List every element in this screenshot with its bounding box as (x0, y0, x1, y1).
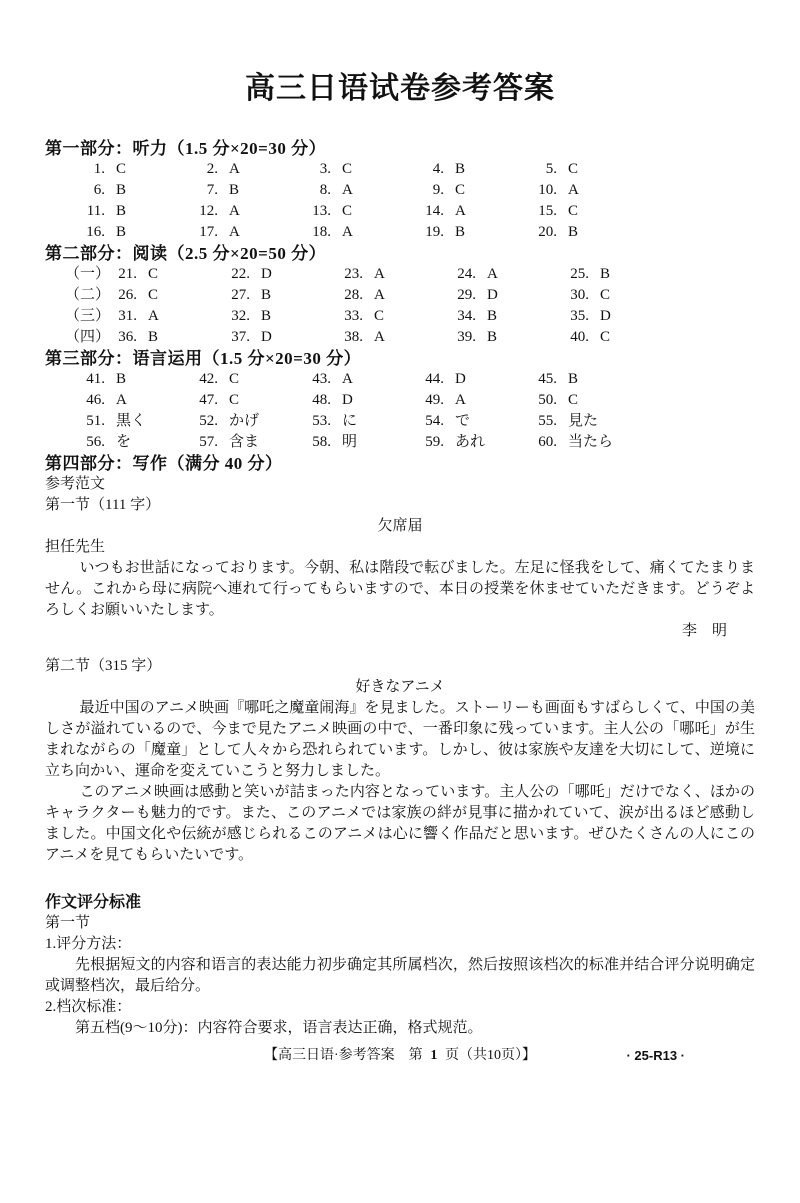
answer-value: C (342, 203, 353, 219)
answer-value: B (116, 224, 127, 240)
answer-item (531, 222, 644, 243)
answer-number: 29. (457, 287, 476, 303)
answer-row (45, 390, 755, 411)
answer-number: 22. (231, 266, 250, 282)
answer-item (337, 264, 450, 285)
answer-item (305, 432, 418, 453)
answer-value: A (374, 266, 385, 282)
answer-value: A (229, 203, 240, 219)
answer-item (224, 327, 337, 348)
answer-number: 13. (312, 203, 331, 219)
answer-value: A (374, 329, 385, 345)
essay1-title: 欠席届 (377, 518, 423, 534)
answer-item (79, 411, 192, 432)
answer-number: 43. (312, 371, 331, 387)
answer-value: D (455, 371, 466, 387)
answer-item (418, 180, 531, 201)
rubric-item1-label: 1.评分方法： (45, 936, 132, 952)
answer-number: 24. (457, 266, 476, 282)
answer-number: 3. (319, 161, 331, 177)
answer-item (531, 411, 644, 432)
answer-item (224, 285, 337, 306)
answer-value: A (342, 182, 353, 198)
answer-item (531, 432, 644, 453)
part2-answers (45, 264, 755, 348)
answer-item (563, 264, 676, 285)
answer-value: C (455, 182, 466, 198)
answer-number: 56. (86, 434, 105, 450)
answer-number: 15. (538, 203, 557, 219)
answer-number: 1. (93, 161, 105, 177)
answer-item (79, 180, 192, 201)
answer-value: 見た (568, 413, 599, 429)
answer-value: かげ (229, 413, 260, 429)
answer-item (305, 180, 418, 201)
answer-value: B (455, 224, 466, 240)
answer-value: B (261, 308, 272, 324)
answer-number: 47. (199, 392, 218, 408)
answer-value: で (455, 413, 471, 429)
answer-value: を (116, 434, 132, 450)
answer-number: 6. (93, 182, 105, 198)
answer-number: 45. (538, 371, 557, 387)
answer-item (224, 306, 337, 327)
answer-value: C (600, 329, 611, 345)
answer-number: 44. (425, 371, 444, 387)
rubric-section-label: 第一节 (45, 915, 91, 931)
answer-number: 38. (344, 329, 363, 345)
answer-item (337, 327, 450, 348)
answer-item (418, 411, 531, 432)
answer-item (418, 201, 531, 222)
essay2-label: 第二节（315 字） (45, 658, 162, 674)
spacer (45, 642, 755, 656)
answer-item (111, 306, 224, 327)
answer-value: D (487, 287, 498, 303)
essay2-title: 好きなアニメ (355, 679, 445, 695)
answer-item (79, 201, 192, 222)
answer-number: 58. (312, 434, 331, 450)
answer-number: 8. (319, 182, 331, 198)
answer-value: C (116, 161, 127, 177)
answer-value: C (229, 392, 240, 408)
part1-answers (45, 159, 755, 243)
answer-item (192, 411, 305, 432)
answer-value: に (342, 413, 358, 429)
answer-number: 10. (538, 182, 557, 198)
answer-row (45, 369, 755, 390)
answer-value: A (116, 392, 127, 408)
footer-left-text: 【高三日语·参考答案 第 (263, 1048, 423, 1063)
answer-number: 26. (118, 287, 137, 303)
essay2-paragraph-2: このアニメ映画は感動と笑いが詰まった内容となっています。主人公の「哪吒」だけでなく、ほかのキャラクターも魅力的です。また、このアニメでは家族の絆が見事に描かれていて、涙が出るほど感動しました。中国文化や伝統が感じられるこのアニメは心に響く作品だと思います。ぜひたくさんの人にこのアニメを見てもらいたいです。 (45, 784, 755, 863)
answer-value: B (568, 371, 579, 387)
answer-number: 42. (199, 371, 218, 387)
part4-header: 第四部分：写作（满分 40 分） (45, 454, 283, 473)
rubric-item1-body: 先根据短文的内容和语言的表达能力初步确定其所属档次，然后按照该档次的标准并结合评分说明确定或调整档次，最后给分。 (45, 957, 755, 994)
answer-item (450, 285, 563, 306)
answers-block (45, 138, 755, 866)
scoring-rubric-section (45, 892, 755, 1039)
essay1-signature: 李 明 (681, 623, 727, 639)
answer-number: 33. (344, 308, 363, 324)
answer-value: 黒く (116, 413, 147, 429)
answer-value: 明 (342, 434, 358, 450)
answer-item (450, 264, 563, 285)
answer-row-prefix: （四） (65, 329, 111, 345)
part1-header: 第一部分：听力（1.5 分×20=30 分） (45, 139, 327, 158)
answer-item (450, 306, 563, 327)
footer-paper-code: · 25-R13 · (626, 1048, 685, 1063)
answer-number: 46. (86, 392, 105, 408)
answer-value: D (261, 266, 272, 282)
answer-item (531, 201, 644, 222)
answer-item (337, 285, 450, 306)
answer-number: 53. (312, 413, 331, 429)
answer-number: 54. (425, 413, 444, 429)
answer-item (305, 222, 418, 243)
part2-reading-section (45, 243, 755, 348)
answer-value: B (148, 329, 159, 345)
answer-number: 57. (199, 434, 218, 450)
answer-value: C (568, 203, 579, 219)
answer-item (305, 411, 418, 432)
answer-row (45, 432, 755, 453)
answer-value: 当たら (568, 434, 614, 450)
part3-answers (45, 369, 755, 453)
answer-value: B (455, 161, 466, 177)
answer-item (111, 327, 224, 348)
answer-item (111, 264, 224, 285)
answer-item (79, 159, 192, 180)
answer-number: 35. (570, 308, 589, 324)
footer-page-number: 1 (430, 1048, 438, 1063)
answer-number: 50. (538, 392, 557, 408)
answer-row-prefix: （三） (65, 308, 111, 324)
answer-value: D (261, 329, 272, 345)
answer-item (192, 432, 305, 453)
answer-value: A (487, 266, 498, 282)
answer-number: 32. (231, 308, 250, 324)
answer-key-page (0, 72, 800, 1065)
answer-item (418, 222, 531, 243)
answer-number: 11. (86, 203, 105, 219)
essay1-label: 第一节（111 字） (45, 497, 161, 513)
essay2-paragraph-1: 最近中国のアニメ映画『哪吒之魔童闹海』を見ました。ストーリーも画面もすばらしくて、中国の美しさが溢れているので、今まで見たアニメ映画の中で、一番印象に残っています。主人公の「哪吒」が生まれながらの「魔童」として人々から恐れられています。しかし、彼は家族や友達を大切にして、逆境に立ち向かい、運命を変えていこうと努力しました。 (45, 700, 755, 779)
answer-value: B (229, 182, 240, 198)
answer-number: 49. (425, 392, 444, 408)
answer-item (192, 222, 305, 243)
answer-number: 17. (199, 224, 218, 240)
answer-item (531, 159, 644, 180)
answer-item (79, 369, 192, 390)
answer-value: C (568, 392, 579, 408)
answer-number: 34. (457, 308, 476, 324)
answer-number: 36. (118, 329, 137, 345)
answer-row (45, 327, 755, 348)
part4-writing-section (45, 453, 755, 866)
answer-number: 12. (199, 203, 218, 219)
answer-item (111, 285, 224, 306)
essay1-body: いつもお世話になっております。今朝、私は階段で転びました。左足に怪我をして、痛くてたまりません。これから母に病院へ連れて行ってもらいますので、本日の授業を休ませていただきます。どうぞよろしくお願いいたします。 (45, 560, 755, 618)
answer-value: B (487, 329, 498, 345)
answer-number: 31. (118, 308, 137, 324)
page-footer (45, 1047, 755, 1065)
answer-value: A (568, 182, 579, 198)
answer-number: 9. (432, 182, 444, 198)
answer-number: 4. (432, 161, 444, 177)
answer-value: B (116, 203, 127, 219)
answer-value: A (374, 287, 385, 303)
answer-row (45, 411, 755, 432)
answer-item (531, 390, 644, 411)
answer-number: 25. (570, 266, 589, 282)
answer-row (45, 306, 755, 327)
answer-row (45, 222, 755, 243)
answer-item (531, 180, 644, 201)
answer-item (79, 390, 192, 411)
answer-number: 14. (425, 203, 444, 219)
answer-item (563, 285, 676, 306)
answer-item (418, 369, 531, 390)
answer-row (45, 264, 755, 285)
answer-item (563, 327, 676, 348)
answer-number: 28. (344, 287, 363, 303)
answer-number: 39. (457, 329, 476, 345)
answer-number: 30. (570, 287, 589, 303)
answer-number: 20. (538, 224, 557, 240)
answer-item (450, 327, 563, 348)
answer-item (305, 201, 418, 222)
answer-item (418, 159, 531, 180)
answer-number: 23. (344, 266, 363, 282)
answer-row (45, 180, 755, 201)
answer-item (79, 222, 192, 243)
answer-item (79, 432, 192, 453)
answer-value: A (455, 203, 466, 219)
answer-value: A (342, 371, 353, 387)
answer-number: 60. (538, 434, 557, 450)
answer-item (531, 369, 644, 390)
answer-value: C (148, 287, 159, 303)
answer-value: A (229, 161, 240, 177)
answer-number: 7. (206, 182, 218, 198)
answer-row (45, 285, 755, 306)
answer-number: 2. (206, 161, 218, 177)
answer-item (305, 390, 418, 411)
answer-value: A (229, 224, 240, 240)
answer-value: D (600, 308, 611, 324)
answer-value: 含ま (229, 434, 260, 450)
answer-item (192, 390, 305, 411)
part1-listening-section (45, 138, 755, 243)
rubric-item2-label: 2.档次标准： (45, 999, 132, 1015)
answer-value: A (455, 392, 466, 408)
answer-value: B (568, 224, 579, 240)
answer-value: C (568, 161, 579, 177)
answer-value: B (116, 182, 127, 198)
answer-number: 55. (538, 413, 557, 429)
answer-number: 19. (425, 224, 444, 240)
answer-number: 51. (86, 413, 105, 429)
answer-item (563, 306, 676, 327)
answer-item (305, 159, 418, 180)
footer-right-text: 页（共10页）】 (445, 1048, 537, 1063)
answer-value: A (148, 308, 159, 324)
answer-number: 59. (425, 434, 444, 450)
answer-item (192, 180, 305, 201)
answer-row-prefix: （二） (65, 287, 111, 303)
answer-value: D (342, 392, 353, 408)
answer-item (192, 201, 305, 222)
rubric-title: 作文评分标准 (45, 894, 142, 911)
answer-item (192, 159, 305, 180)
answer-item (418, 390, 531, 411)
answer-item (192, 369, 305, 390)
answer-number: 52. (199, 413, 218, 429)
answer-value: C (148, 266, 159, 282)
part3-header: 第三部分：语言运用（1.5 分×20=30 分） (45, 349, 362, 368)
part2-header: 第二部分：阅读（2.5 分×20=50 分） (45, 244, 327, 263)
answer-item (337, 306, 450, 327)
answer-row (45, 159, 755, 180)
answer-value: あれ (455, 434, 486, 450)
answer-number: 40. (570, 329, 589, 345)
answer-value: B (261, 287, 272, 303)
answer-row (45, 201, 755, 222)
answer-number: 18. (312, 224, 331, 240)
answer-item (224, 264, 337, 285)
rubric-item2-body: 第五档(9～10分)：内容符合要求，语言表达正确，格式规范。 (75, 1020, 483, 1036)
answer-value: A (342, 224, 353, 240)
answer-number: 27. (231, 287, 250, 303)
answer-value: B (487, 308, 498, 324)
answer-value: B (116, 371, 127, 387)
model-essay-label: 参考范文 (45, 476, 106, 492)
answer-number: 48. (312, 392, 331, 408)
answer-item (305, 369, 418, 390)
part3-language-use-section (45, 348, 755, 453)
answer-value: C (229, 371, 240, 387)
answer-value: C (342, 161, 353, 177)
answer-number: 5. (545, 161, 557, 177)
answer-number: 21. (118, 266, 137, 282)
answer-item (418, 432, 531, 453)
answer-row-prefix: （一） (65, 266, 111, 282)
answer-value: C (374, 308, 385, 324)
answer-value: B (600, 266, 611, 282)
answer-number: 41. (86, 371, 105, 387)
answer-number: 37. (231, 329, 250, 345)
essay1-salutation: 担任先生 (45, 539, 106, 555)
page-title: 高三日语试卷参考答案 (245, 72, 555, 105)
answer-number: 16. (86, 224, 105, 240)
answer-value: C (600, 287, 611, 303)
